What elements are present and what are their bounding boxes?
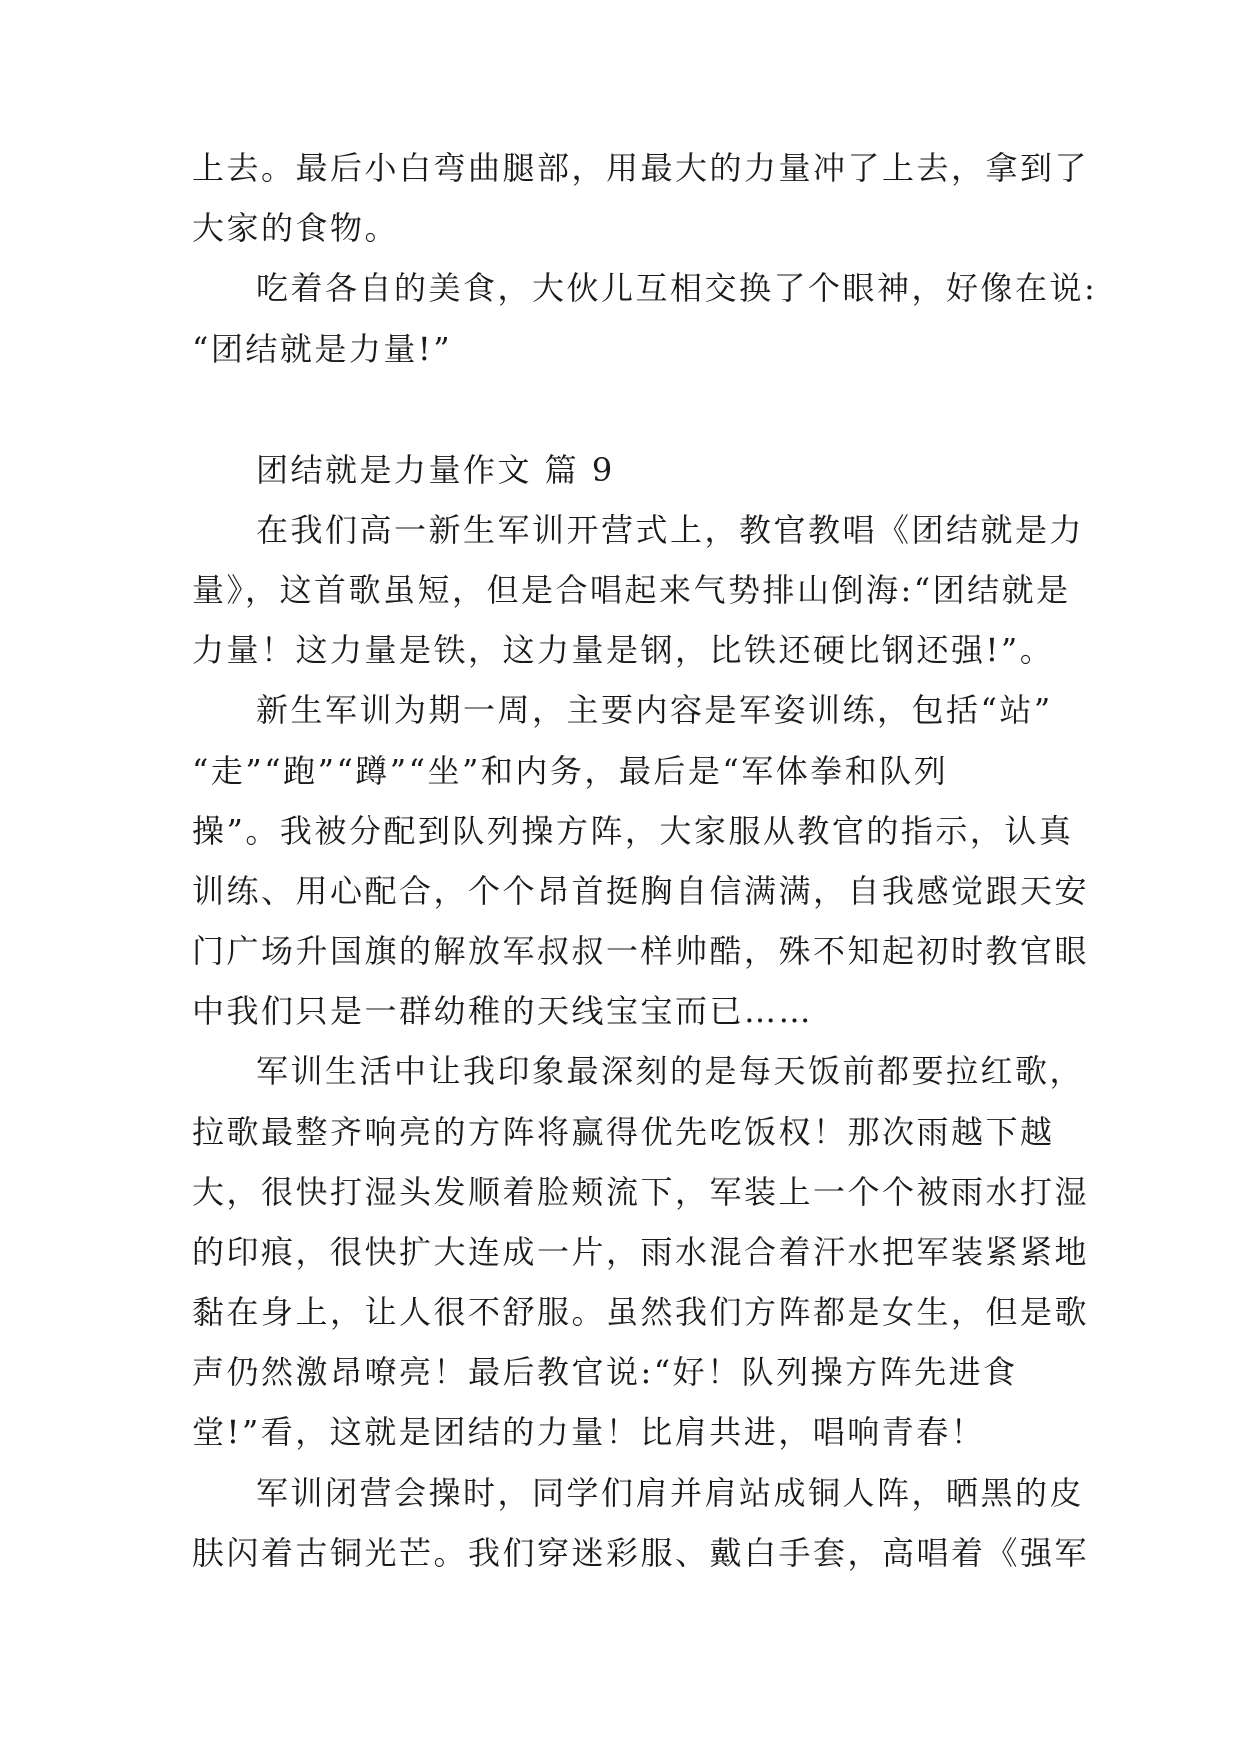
text-line: 操”。我被分配到队列操方阵，大家服从教官的指示，认真 <box>192 812 1074 850</box>
text-line: 中我们只是一群幼稚的天线宝宝而已…… <box>192 992 814 1030</box>
text-line: 训练、用心配合，个个昂首挺胸自信满满，自我感觉跟天安 <box>192 872 1090 910</box>
text-line: 肤闪着古铜光芒。我们穿迷彩服、戴白手套，高唱着《强军 <box>192 1534 1090 1572</box>
paragraph-start: 在我们高一新生军训开营式上，教官教唱《团结就是力 <box>256 511 1085 549</box>
text-line: “团结就是力量!” <box>192 330 453 368</box>
paragraph-start: 吃着各自的美食，大伙儿互相交换了个眼神，好像在说: <box>256 269 1098 307</box>
paragraph-start: 军训生活中让我印象最深刻的是每天饭前都要拉红歌， <box>256 1052 1085 1090</box>
text-line: 的印痕，很快扩大连成一片，雨水混合着汗水把军装紧紧地 <box>192 1233 1090 1271</box>
text-line: 大家的食物。 <box>192 209 400 247</box>
text-line: 门广场升国旗的解放军叔叔一样帅酷，殊不知起初时教官眼 <box>192 932 1090 970</box>
section-heading: 团结就是力量作文 篇 9 <box>256 451 615 489</box>
text-line: 黏在身上，让人很不舒服。虽然我们方阵都是女生，但是歌 <box>192 1293 1090 1331</box>
text-line: 堂!”看，这就是团结的力量！比肩共进，唱响青春！ <box>192 1413 986 1451</box>
text-line: 上去。最后小白弯曲腿部，用最大的力量冲了上去，拿到了 <box>192 149 1090 187</box>
text-line: 拉歌最整齐响亮的方阵将赢得优先吃饭权！那次雨越下越 <box>192 1113 1055 1151</box>
text-line: 大，很快打湿头发顺着脸颊流下，军装上一个个被雨水打湿 <box>192 1173 1090 1211</box>
paragraph-start: 新生军训为期一周，主要内容是军姿训练，包括“站” <box>256 691 1053 729</box>
text-line: 力量！这力量是铁，这力量是钢，比铁还硬比钢还强!”。 <box>192 631 1055 669</box>
text-line: 声仍然激昂嘹亮！最后教官说:“好！队列操方阵先进食 <box>192 1353 1018 1391</box>
text-line: 量》，这首歌虽短，但是合唱起来气势排山倒海:“团结就是 <box>192 571 1071 609</box>
paragraph-start: 军训闭营会操时，同学们肩并肩站成铜人阵，晒黑的皮 <box>256 1474 1085 1512</box>
text-line: “走”“跑”“蹲”“坐”和内务，最后是“军体拳和队列 <box>192 752 949 790</box>
